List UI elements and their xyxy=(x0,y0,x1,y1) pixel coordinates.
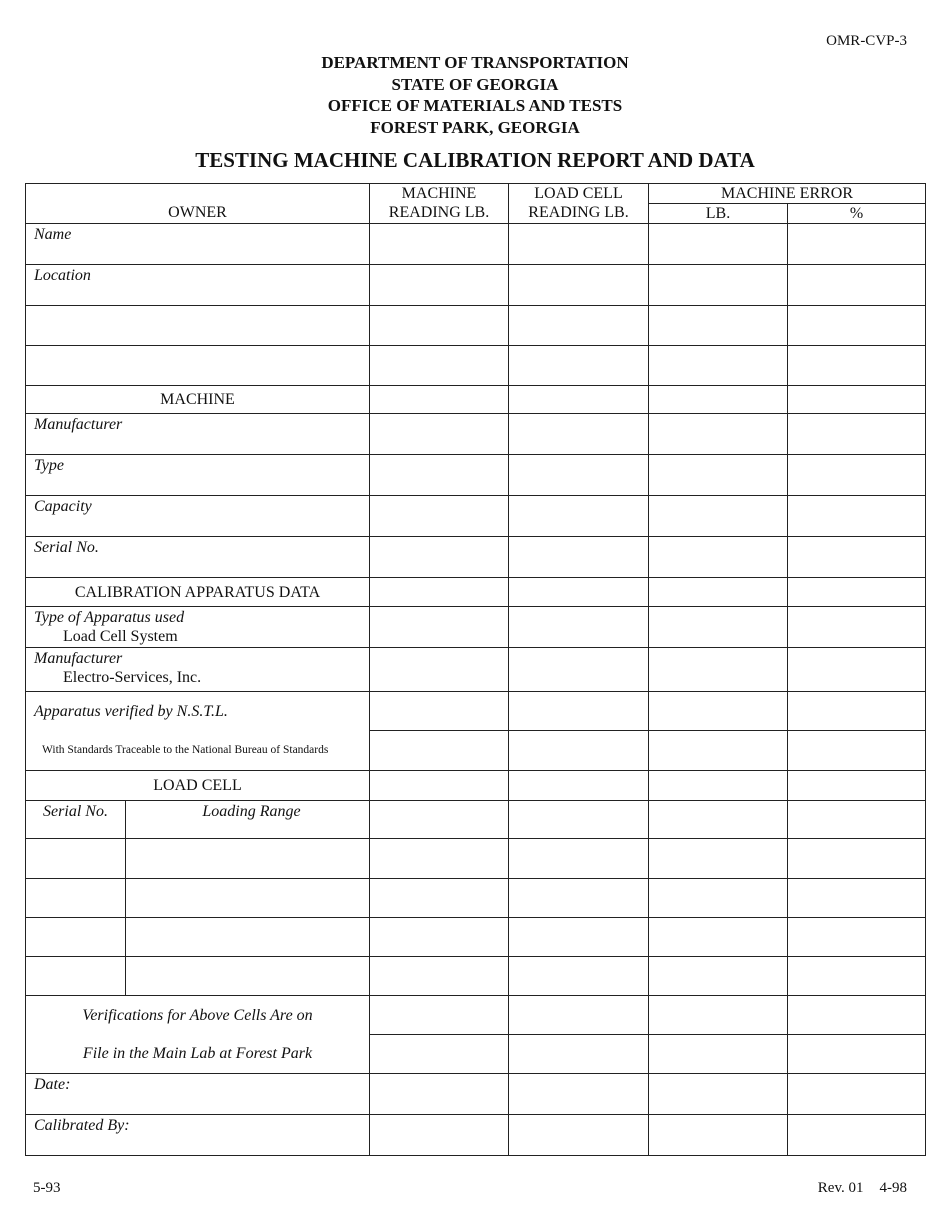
error-lb-cell[interactable] xyxy=(649,996,788,1035)
machine-reading-cell[interactable] xyxy=(370,839,509,879)
machine-reading-cell[interactable] xyxy=(370,957,509,996)
error-percent-cell[interactable] xyxy=(788,455,926,496)
load-cell-reading-cell[interactable] xyxy=(509,918,649,957)
load-cell-section-heading: LOAD CELL xyxy=(26,771,370,801)
machine-type-field[interactable]: Type xyxy=(26,455,370,496)
error-percent-cell[interactable] xyxy=(788,496,926,537)
error-percent-cell[interactable] xyxy=(788,957,926,996)
load-cell-reading-cell[interactable] xyxy=(509,692,649,731)
load-cell-reading-cell[interactable] xyxy=(509,414,649,455)
error-percent-cell[interactable] xyxy=(788,1035,926,1074)
machine-reading-cell[interactable] xyxy=(370,537,509,578)
machine-reading-cell[interactable] xyxy=(370,771,509,801)
error-lb-cell[interactable] xyxy=(649,414,788,455)
error-lb-cell[interactable] xyxy=(649,537,788,578)
machine-reading-cell[interactable] xyxy=(370,1035,509,1074)
error-lb-cell[interactable] xyxy=(649,346,788,386)
machine-reading-header xyxy=(370,184,509,224)
load-cell-range-cell[interactable] xyxy=(126,918,370,957)
machine-reading-cell[interactable] xyxy=(370,496,509,537)
revision-date: 4-98 xyxy=(879,1180,907,1196)
error-percent-header: % xyxy=(788,204,926,224)
load-cell-reading-header-line2: READING LB. xyxy=(528,204,629,221)
load-cell-reading-cell[interactable] xyxy=(509,306,649,346)
load-cell-range-cell[interactable] xyxy=(126,879,370,918)
machine-reading-header-line1: MACHINE xyxy=(401,185,477,202)
load-cell-reading-cell[interactable] xyxy=(509,607,649,648)
calibration-section-heading: CALIBRATION APPARATUS DATA xyxy=(26,578,370,607)
header-line-office: OFFICE OF MATERIALS AND TESTS xyxy=(327,96,623,115)
owner-name-field[interactable]: Name xyxy=(26,224,370,265)
form-number: OMR-CVP-3 xyxy=(826,33,907,49)
machine-reading-cell[interactable] xyxy=(370,607,509,648)
machine-reading-cell[interactable] xyxy=(370,996,509,1035)
error-lb-cell[interactable] xyxy=(649,306,788,346)
error-percent-cell[interactable] xyxy=(788,414,926,455)
error-lb-cell[interactable] xyxy=(649,386,788,414)
error-lb-header: LB. xyxy=(649,204,788,224)
error-lb-cell[interactable] xyxy=(649,879,788,918)
error-lb-cell[interactable] xyxy=(649,496,788,537)
error-percent-cell[interactable] xyxy=(788,996,926,1035)
error-percent-cell[interactable] xyxy=(788,771,926,801)
load-cell-reading-cell[interactable] xyxy=(509,265,649,306)
machine-error-header: MACHINE ERROR xyxy=(649,184,926,204)
load-cell-reading-cell[interactable] xyxy=(509,224,649,265)
load-cell-reading-header xyxy=(509,184,649,224)
load-cell-reading-cell[interactable] xyxy=(509,879,649,918)
apparatus-type-field xyxy=(26,607,370,648)
header-line-state: STATE OF GEORGIA xyxy=(391,74,559,94)
error-lb-cell[interactable] xyxy=(649,1115,788,1156)
load-cell-reading-cell[interactable] xyxy=(509,1074,649,1115)
machine-reading-cell[interactable] xyxy=(370,414,509,455)
load-cell-reading-cell[interactable] xyxy=(509,731,649,771)
load-cell-range-cell[interactable] xyxy=(126,957,370,996)
machine-reading-header-line2: READING LB. xyxy=(388,204,490,221)
load-cell-reading-cell[interactable] xyxy=(509,537,649,578)
load-cell-reading-cell[interactable] xyxy=(509,957,649,996)
agency-header xyxy=(0,52,950,138)
load-cell-reading-cell[interactable] xyxy=(509,771,649,801)
error-percent-cell[interactable] xyxy=(788,879,926,918)
load-cell-reading-cell[interactable] xyxy=(509,578,649,607)
apparatus-manufacturer-value: Electro-Services, Inc. xyxy=(63,669,202,686)
load-cell-serial-header: Serial No. xyxy=(26,801,126,839)
error-lb-cell[interactable] xyxy=(649,918,788,957)
machine-reading-cell[interactable] xyxy=(370,879,509,918)
machine-reading-cell[interactable] xyxy=(370,1074,509,1115)
error-percent-cell[interactable] xyxy=(788,648,926,692)
error-lb-cell[interactable] xyxy=(649,839,788,879)
load-cell-serial-cell[interactable] xyxy=(26,879,126,918)
machine-serial-field[interactable]: Serial No. xyxy=(26,537,370,578)
load-cell-reading-cell[interactable] xyxy=(509,648,649,692)
form-date-code: 5-93 xyxy=(33,1180,61,1196)
load-cell-range-header: Loading Range xyxy=(126,801,370,839)
date-field[interactable]: Date: xyxy=(26,1074,370,1115)
load-cell-reading-cell[interactable] xyxy=(509,455,649,496)
error-percent-cell[interactable] xyxy=(788,839,926,879)
calibrated-by-field[interactable]: Calibrated By: xyxy=(26,1115,370,1156)
error-lb-cell[interactable] xyxy=(649,648,788,692)
machine-reading-cell[interactable] xyxy=(370,386,509,414)
report-title: TESTING MACHINE CALIBRATION REPORT AND DATA xyxy=(195,148,755,172)
apparatus-manufacturer-field xyxy=(26,648,370,692)
header-line-city: FOREST PARK, GEORGIA xyxy=(370,117,580,137)
machine-reading-cell[interactable] xyxy=(370,265,509,306)
load-cell-reading-cell[interactable] xyxy=(509,1115,649,1156)
load-cell-reading-header-line1: LOAD CELL xyxy=(534,185,623,202)
standards-traceability-text: With Standards Traceable to the National Bureau of Standards xyxy=(26,731,370,771)
calibration-table xyxy=(25,183,926,1156)
load-cell-serial-cell[interactable] xyxy=(26,918,126,957)
load-cell-reading-cell[interactable] xyxy=(509,839,649,879)
machine-manufacturer-field[interactable]: Manufacturer xyxy=(26,414,370,455)
load-cell-reading-cell[interactable] xyxy=(509,346,649,386)
owner-location-field[interactable]: Location xyxy=(26,265,370,306)
error-lb-cell[interactable] xyxy=(649,1074,788,1115)
error-lb-cell[interactable] xyxy=(649,957,788,996)
verification-note-line1: Verifications for Above Cells Are on xyxy=(26,996,370,1035)
machine-reading-cell[interactable] xyxy=(370,306,509,346)
error-percent-cell[interactable] xyxy=(788,1115,926,1156)
load-cell-reading-cell[interactable] xyxy=(509,996,649,1035)
machine-reading-cell[interactable] xyxy=(370,224,509,265)
error-lb-cell[interactable] xyxy=(649,771,788,801)
error-percent-cell[interactable] xyxy=(788,692,926,731)
machine-reading-cell[interactable] xyxy=(370,918,509,957)
apparatus-type-label: Type of Apparatus used xyxy=(34,609,185,626)
error-percent-cell[interactable] xyxy=(788,537,926,578)
machine-capacity-field[interactable]: Capacity xyxy=(26,496,370,537)
revision-number: Rev. 01 xyxy=(817,1180,864,1196)
apparatus-manufacturer-label: Manufacturer xyxy=(34,650,123,667)
machine-reading-cell[interactable] xyxy=(370,731,509,771)
load-cell-serial-cell[interactable] xyxy=(26,957,126,996)
owner-blank-field[interactable] xyxy=(26,306,370,346)
load-cell-reading-cell[interactable] xyxy=(509,496,649,537)
error-lb-cell[interactable] xyxy=(649,1035,788,1074)
load-cell-reading-cell[interactable] xyxy=(509,801,649,839)
error-lb-cell[interactable] xyxy=(649,224,788,265)
machine-reading-cell[interactable] xyxy=(370,578,509,607)
error-lb-cell[interactable] xyxy=(649,578,788,607)
machine-reading-cell[interactable] xyxy=(370,346,509,386)
load-cell-reading-cell[interactable] xyxy=(509,386,649,414)
verification-note-line2: File in the Main Lab at Forest Park xyxy=(26,1035,370,1074)
header-line-department: DEPARTMENT OF TRANSPORTATION xyxy=(321,53,629,72)
machine-section-heading: MACHINE xyxy=(26,386,370,414)
error-percent-cell[interactable] xyxy=(788,386,926,414)
apparatus-type-value: Load Cell System xyxy=(63,628,178,645)
load-cell-serial-cell[interactable] xyxy=(26,839,126,879)
error-percent-cell[interactable] xyxy=(788,224,926,265)
error-percent-cell[interactable] xyxy=(788,607,926,648)
error-lb-cell[interactable] xyxy=(649,455,788,496)
machine-reading-cell[interactable] xyxy=(370,455,509,496)
machine-reading-cell[interactable] xyxy=(370,1115,509,1156)
error-lb-cell[interactable] xyxy=(649,692,788,731)
error-lb-cell[interactable] xyxy=(649,731,788,771)
error-percent-cell[interactable] xyxy=(788,265,926,306)
owner-blank-field[interactable] xyxy=(26,346,370,386)
machine-reading-cell[interactable] xyxy=(370,648,509,692)
error-percent-cell[interactable] xyxy=(788,731,926,771)
error-percent-cell[interactable] xyxy=(788,578,926,607)
error-lb-cell[interactable] xyxy=(649,801,788,839)
error-lb-cell[interactable] xyxy=(649,607,788,648)
apparatus-verified-text: Apparatus verified by N.S.T.L. xyxy=(26,692,370,731)
error-percent-cell[interactable] xyxy=(788,1074,926,1115)
error-percent-cell[interactable] xyxy=(788,801,926,839)
load-cell-range-cell[interactable] xyxy=(126,839,370,879)
machine-reading-cell[interactable] xyxy=(370,692,509,731)
owner-column-header: OWNER xyxy=(26,184,370,224)
load-cell-reading-cell[interactable] xyxy=(509,1035,649,1074)
error-percent-cell[interactable] xyxy=(788,346,926,386)
error-lb-cell[interactable] xyxy=(649,265,788,306)
machine-reading-cell[interactable] xyxy=(370,801,509,839)
error-percent-cell[interactable] xyxy=(788,306,926,346)
error-percent-cell[interactable] xyxy=(788,918,926,957)
revision-info xyxy=(818,1180,907,1197)
